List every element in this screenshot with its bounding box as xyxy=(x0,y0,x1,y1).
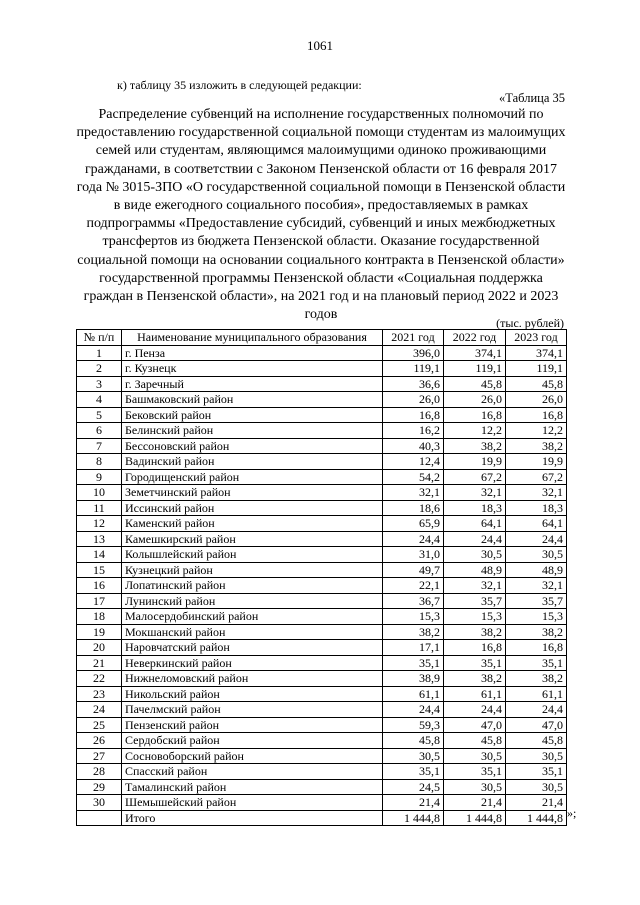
cell-2022: 48,9 xyxy=(444,562,506,578)
table-row xyxy=(77,671,567,687)
cell-number: 10 xyxy=(77,485,122,501)
cell-2023: 18,3 xyxy=(506,500,567,516)
cell-2021: 40,3 xyxy=(383,438,444,454)
table-row xyxy=(77,485,567,501)
cell-2023: 374,1 xyxy=(506,345,567,361)
cell-municipality: Спасский район xyxy=(122,764,383,780)
table-reference: «Таблица 35 xyxy=(499,91,565,105)
cell-2023: 119,1 xyxy=(506,361,567,377)
table-row xyxy=(77,733,567,749)
cell-2022: 30,5 xyxy=(444,748,506,764)
cell-municipality: Нижнеломовский район xyxy=(122,671,383,687)
cell-number: 9 xyxy=(77,469,122,485)
cell-2022: 38,2 xyxy=(444,438,506,454)
cell-number: 4 xyxy=(77,392,122,408)
cell-2021: 38,9 xyxy=(383,671,444,687)
cell-2022: 12,2 xyxy=(444,423,506,439)
cell-2021: 24,5 xyxy=(383,779,444,795)
cell-2023: 67,2 xyxy=(506,469,567,485)
units-label: (тыс. рублей) xyxy=(496,316,564,330)
cell-2023: 38,2 xyxy=(506,438,567,454)
header-number: № п/п xyxy=(77,330,122,346)
table-row xyxy=(77,454,567,470)
cell-municipality: Белинский район xyxy=(122,423,383,439)
cell-2022: 16,8 xyxy=(444,640,506,656)
cell-2021: 24,4 xyxy=(383,531,444,547)
table-row xyxy=(77,578,567,594)
cell-2021: 18,6 xyxy=(383,500,444,516)
cell-2022: 21,4 xyxy=(444,795,506,811)
cell-municipality: Шемышейский район xyxy=(122,795,383,811)
cell-2023: 15,3 xyxy=(506,609,567,625)
cell-2023: 24,4 xyxy=(506,702,567,718)
table-row xyxy=(77,764,567,780)
document-title: Распределение субвенций на исполнение государственных полномочий по предоставлению государственной социальной помощи студентам из малоимущих семей или студентам, являющимся малоимущими одиноко проживающими гражданами, в соответствии с Законом Пензенской области от 16 февраля 2017 года № 3015-ЗПО «О государственной социальной помощи в Пензенской области в виде ежегодного социального пособия», предоставляемых в рамках подпрограммы «Предоставление субсидий, субвенций и иных межбюджетных трансфертов из бюджета Пензенской области. Оказание государственной социальной помощи на основании социального контракта в Пензенской области» государственной программы Пензенской области «Социальная поддержка граждан в Пензенской области», на 2021 год и на плановый период 2022 и 2023 годов xyxy=(76,107,566,323)
table-total-row xyxy=(77,810,567,826)
cell-number: 19 xyxy=(77,624,122,640)
cell-2023: 48,9 xyxy=(506,562,567,578)
cell-2023: 45,8 xyxy=(506,733,567,749)
cell-municipality: Наровчатский район xyxy=(122,640,383,656)
cell-municipality: Никольский район xyxy=(122,686,383,702)
cell-municipality: Пензенский район xyxy=(122,717,383,733)
table-row xyxy=(77,748,567,764)
cell-number xyxy=(77,810,122,826)
cell-2022: 45,8 xyxy=(444,376,506,392)
cell-2021: 16,8 xyxy=(383,407,444,423)
cell-municipality: г. Кузнецк xyxy=(122,361,383,377)
intro-text: к) таблицу 35 изложить в следующей редакции: xyxy=(117,78,362,92)
cell-number: 29 xyxy=(77,779,122,795)
cell-2021: 65,9 xyxy=(383,516,444,532)
cell-number: 11 xyxy=(77,500,122,516)
cell-number: 22 xyxy=(77,671,122,687)
cell-2022: 18,3 xyxy=(444,500,506,516)
header-2021: 2021 год xyxy=(383,330,444,346)
cell-2021: 54,2 xyxy=(383,469,444,485)
header-2023: 2023 год xyxy=(506,330,567,346)
cell-municipality: г. Пенза xyxy=(122,345,383,361)
cell-number: 16 xyxy=(77,578,122,594)
cell-2023: 32,1 xyxy=(506,485,567,501)
table-row xyxy=(77,562,567,578)
cell-2022: 24,4 xyxy=(444,702,506,718)
cell-2023: 12,2 xyxy=(506,423,567,439)
cell-2021: 119,1 xyxy=(383,361,444,377)
table-row xyxy=(77,795,567,811)
cell-2023: 45,8 xyxy=(506,376,567,392)
cell-municipality: Бессоновский район xyxy=(122,438,383,454)
cell-municipality: Лунинский район xyxy=(122,593,383,609)
cell-2022: 119,1 xyxy=(444,361,506,377)
cell-number: 15 xyxy=(77,562,122,578)
cell-2023: 1 444,8 xyxy=(506,810,567,826)
header-municipality: Наименование муниципального образования xyxy=(122,330,383,346)
cell-2022: 1 444,8 xyxy=(444,810,506,826)
cell-municipality: г. Заречный xyxy=(122,376,383,392)
cell-2023: 21,4 xyxy=(506,795,567,811)
cell-2021: 38,2 xyxy=(383,624,444,640)
cell-2022: 35,1 xyxy=(444,655,506,671)
cell-municipality: Камешкирский район xyxy=(122,531,383,547)
cell-2023: 38,2 xyxy=(506,671,567,687)
table-row xyxy=(77,593,567,609)
cell-2022: 61,1 xyxy=(444,686,506,702)
cell-2023: 30,5 xyxy=(506,748,567,764)
cell-number: 13 xyxy=(77,531,122,547)
table-row xyxy=(77,717,567,733)
cell-2021: 61,1 xyxy=(383,686,444,702)
table-row xyxy=(77,640,567,656)
cell-2023: 35,1 xyxy=(506,655,567,671)
cell-2023: 64,1 xyxy=(506,516,567,532)
cell-2022: 35,1 xyxy=(444,764,506,780)
cell-2023: 35,7 xyxy=(506,593,567,609)
cell-2023: 32,1 xyxy=(506,578,567,594)
cell-number: 8 xyxy=(77,454,122,470)
cell-2023: 47,0 xyxy=(506,717,567,733)
cell-2021: 16,2 xyxy=(383,423,444,439)
cell-2021: 36,6 xyxy=(383,376,444,392)
cell-2021: 36,7 xyxy=(383,593,444,609)
cell-municipality: Неверкинский район xyxy=(122,655,383,671)
cell-2022: 374,1 xyxy=(444,345,506,361)
cell-municipality: Сердобский район xyxy=(122,733,383,749)
cell-number: 20 xyxy=(77,640,122,656)
cell-2021: 15,3 xyxy=(383,609,444,625)
cell-2021: 49,7 xyxy=(383,562,444,578)
cell-municipality: Каменский район xyxy=(122,516,383,532)
cell-2021: 35,1 xyxy=(383,764,444,780)
cell-municipality: Бековский район xyxy=(122,407,383,423)
cell-2021: 21,4 xyxy=(383,795,444,811)
cell-number: 2 xyxy=(77,361,122,377)
cell-number: 1 xyxy=(77,345,122,361)
subvention-table xyxy=(76,329,567,826)
cell-2023: 30,5 xyxy=(506,779,567,795)
cell-municipality: Малосердобинский район xyxy=(122,609,383,625)
cell-2023: 19,9 xyxy=(506,454,567,470)
table-row xyxy=(77,361,567,377)
cell-2022: 26,0 xyxy=(444,392,506,408)
cell-number: 18 xyxy=(77,609,122,625)
cell-number: 3 xyxy=(77,376,122,392)
table-header-row xyxy=(77,330,567,346)
header-2022: 2022 год xyxy=(444,330,506,346)
cell-2021: 12,4 xyxy=(383,454,444,470)
cell-number: 28 xyxy=(77,764,122,780)
table-row xyxy=(77,609,567,625)
cell-number: 6 xyxy=(77,423,122,439)
total-label: Итого xyxy=(122,810,383,826)
cell-2023: 38,2 xyxy=(506,624,567,640)
cell-municipality: Иссинский район xyxy=(122,500,383,516)
table-row xyxy=(77,547,567,563)
table-row xyxy=(77,500,567,516)
cell-2022: 47,0 xyxy=(444,717,506,733)
cell-municipality: Пачелмский район xyxy=(122,702,383,718)
cell-municipality: Лопатинский район xyxy=(122,578,383,594)
cell-municipality: Кузнецкий район xyxy=(122,562,383,578)
cell-2022: 32,1 xyxy=(444,578,506,594)
cell-2021: 24,4 xyxy=(383,702,444,718)
cell-number: 12 xyxy=(77,516,122,532)
cell-2023: 35,1 xyxy=(506,764,567,780)
cell-2022: 64,1 xyxy=(444,516,506,532)
cell-2021: 30,5 xyxy=(383,748,444,764)
cell-2022: 32,1 xyxy=(444,485,506,501)
cell-2023: 24,4 xyxy=(506,531,567,547)
cell-2022: 19,9 xyxy=(444,454,506,470)
cell-2021: 32,1 xyxy=(383,485,444,501)
cell-2022: 16,8 xyxy=(444,407,506,423)
cell-2022: 30,5 xyxy=(444,779,506,795)
table-row xyxy=(77,469,567,485)
cell-2023: 16,8 xyxy=(506,640,567,656)
cell-municipality: Сосновоборский район xyxy=(122,748,383,764)
table-row xyxy=(77,345,567,361)
cell-number: 7 xyxy=(77,438,122,454)
table-row xyxy=(77,376,567,392)
cell-2023: 30,5 xyxy=(506,547,567,563)
table-row xyxy=(77,407,567,423)
cell-2021: 17,1 xyxy=(383,640,444,656)
cell-2021: 396,0 xyxy=(383,345,444,361)
table-row xyxy=(77,438,567,454)
cell-2023: 61,1 xyxy=(506,686,567,702)
cell-number: 14 xyxy=(77,547,122,563)
cell-number: 17 xyxy=(77,593,122,609)
table-row xyxy=(77,531,567,547)
cell-number: 25 xyxy=(77,717,122,733)
cell-2021: 35,1 xyxy=(383,655,444,671)
cell-municipality: Тамалинский район xyxy=(122,779,383,795)
cell-municipality: Башмаковский район xyxy=(122,392,383,408)
cell-municipality: Мокшанский район xyxy=(122,624,383,640)
cell-2021: 31,0 xyxy=(383,547,444,563)
cell-2022: 30,5 xyxy=(444,547,506,563)
cell-number: 30 xyxy=(77,795,122,811)
cell-2023: 26,0 xyxy=(506,392,567,408)
cell-number: 26 xyxy=(77,733,122,749)
cell-2022: 67,2 xyxy=(444,469,506,485)
cell-2022: 45,8 xyxy=(444,733,506,749)
cell-2021: 45,8 xyxy=(383,733,444,749)
table-row xyxy=(77,686,567,702)
cell-2023: 16,8 xyxy=(506,407,567,423)
cell-2021: 22,1 xyxy=(383,578,444,594)
table-row xyxy=(77,392,567,408)
cell-municipality: Колышлейский район xyxy=(122,547,383,563)
page-number: 1061 xyxy=(307,38,333,53)
cell-number: 27 xyxy=(77,748,122,764)
cell-2022: 38,2 xyxy=(444,624,506,640)
table-row xyxy=(77,655,567,671)
table-row xyxy=(77,423,567,439)
table-row xyxy=(77,516,567,532)
cell-municipality: Вадинский район xyxy=(122,454,383,470)
cell-municipality: Городищенский район xyxy=(122,469,383,485)
cell-number: 24 xyxy=(77,702,122,718)
cell-2021: 26,0 xyxy=(383,392,444,408)
cell-number: 21 xyxy=(77,655,122,671)
cell-2021: 59,3 xyxy=(383,717,444,733)
closing-mark: »; xyxy=(567,806,577,820)
cell-2022: 24,4 xyxy=(444,531,506,547)
cell-2022: 15,3 xyxy=(444,609,506,625)
table-row xyxy=(77,779,567,795)
cell-2022: 38,2 xyxy=(444,671,506,687)
cell-number: 23 xyxy=(77,686,122,702)
table-row xyxy=(77,624,567,640)
cell-2022: 35,7 xyxy=(444,593,506,609)
cell-2021: 1 444,8 xyxy=(383,810,444,826)
cell-municipality: Земетчинский район xyxy=(122,485,383,501)
table-row xyxy=(77,702,567,718)
cell-number: 5 xyxy=(77,407,122,423)
